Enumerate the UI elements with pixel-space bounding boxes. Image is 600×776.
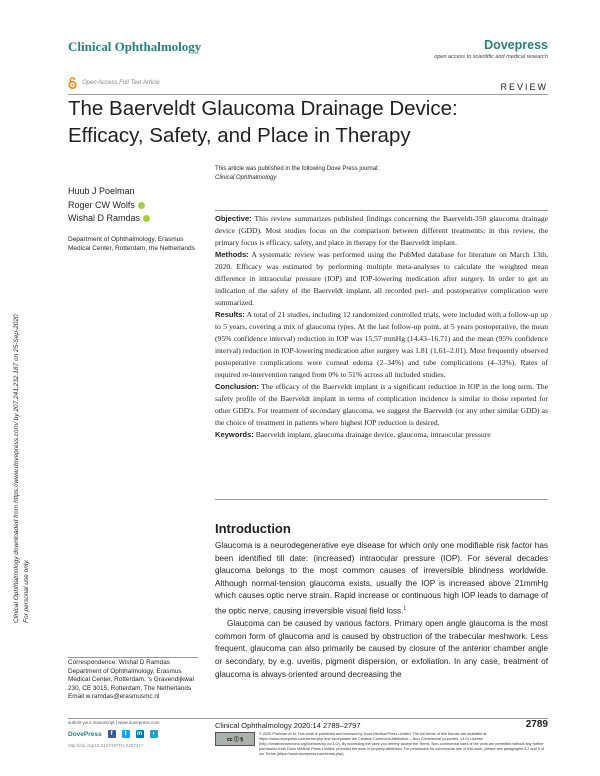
open-access-text: Open Access Full Text Article <box>82 80 160 86</box>
author-name: Wishal D Ramdas <box>68 213 141 223</box>
author <box>68 199 150 213</box>
reference-link[interactable]: 1 <box>403 605 407 612</box>
introduction-body <box>215 540 548 681</box>
article-title <box>68 95 538 149</box>
license-text: © 2020 Poelman et al. This work is published and licensed by Dove Medical Press Limited. The full terms of this license are available at https://www.dovepress.com/terms.php and incorporate the Creative Commons Attribution – Non Commercial (unported, v3.0) License (http://creativecommons.org/licenses/by-nc/3.0/). By accessing the work you hereby accept the Terms. Non-commercial uses of the work are permitted without any further permission from Dove Medical Press Limited, provided the work is properly attributed. For permission for commercial use of this work, please see paragraphs 4.2 and 5 of our Terms (https://www.dovepress.com/terms.php). <box>259 732 545 756</box>
abstract-keywords: Keywords: Baerveldt implant, glaucoma drainage device, glaucoma, intraocular pressure <box>215 430 491 439</box>
abstract-divider-top <box>215 210 548 211</box>
correspondence <box>68 659 198 702</box>
linkedin-icon[interactable]: in <box>136 731 143 737</box>
watermark-line: For personal use only. <box>23 559 30 623</box>
open-access-label <box>68 77 160 89</box>
abstract-results: Results: A total of 21 studies, including 12 randomized controlled trials, were included with a follow-up up to 5 years, covering a mix of glaucoma types. At the last follow-up point, at 5 years postoperative, the mean (95% confidence interval) reduction in IOP was 15.57 mmHg (14.43–16.71) and the mean (95% confidence interval) reduction in IOP-lowering medication after surgery was 1.81 (1.61–2.01). Most frequently observed postoperative complications were corneal edema (2–34%) and tube complications (4–33%). Rates of required re-intervention ranged from 0% to 51% across all included studies. <box>215 310 548 379</box>
abstract <box>215 213 548 441</box>
author-name: Huub J Poelman <box>68 186 135 196</box>
creative-commons-icon[interactable]: cc ⓘ § <box>215 732 255 746</box>
title-line: Efficacy, Safety, and Place in Therapy <box>68 124 411 147</box>
orcid-icon[interactable] <box>138 202 145 209</box>
page-number: 2789 <box>525 719 548 730</box>
publication-note <box>215 165 379 183</box>
submit-link[interactable]: submit your manuscript | www.dovepress.com <box>68 720 160 725</box>
twitter-icon[interactable]: t <box>122 730 130 738</box>
article-type: REVIEW <box>500 82 548 92</box>
publisher-tagline: open access to scientific and medical research <box>434 54 548 60</box>
social-bar <box>68 730 158 738</box>
publication-note-journal: Clinical Ophthalmology <box>215 175 277 181</box>
footer-divider <box>68 718 548 719</box>
author-list <box>68 185 150 226</box>
doi-link[interactable]: http://doi.org/10.2147/OPTH.S257417 <box>68 743 144 748</box>
author <box>68 185 150 199</box>
dovepress-brand[interactable]: DovePress <box>68 730 102 738</box>
paragraph: Glaucoma can be caused by various factors. Primary open angle glaucoma is the most common form of glaucoma and is caused by obstruction of the trabecular meshwork. Less frequent, glaucoma can also primarily be caused by closure of the anterior chamber angle or secondary, by e.g. uveitis, pigment dispersion, or exfoliation. In any case, treatment of glaucoma is always oriented around decreasing the <box>215 619 548 679</box>
correspondence-label: Correspondence: Wishal D Ramdas <box>68 659 170 666</box>
title-line: The Baerveldt Glaucoma Drainage Device: <box>68 97 458 120</box>
footer-citation: Clinical Ophthalmology 2020:14 2789–2797 <box>215 721 361 730</box>
section-heading: Introduction <box>215 521 291 536</box>
abstract-divider-bottom <box>215 499 548 500</box>
correspondence-address: Department of Ophthalmology, Erasmus Medical Center, Rotterdam, 's Gravendijkwal 230, CE 3015, Rotterdam, The Netherlands <box>68 667 194 692</box>
download-watermark <box>6 158 36 628</box>
correspondence-divider <box>68 657 198 658</box>
publication-note-text: This article was published in the following Dove Press journal: <box>215 166 380 172</box>
rss-icon[interactable]: ◗ <box>150 730 158 738</box>
affiliation: Department of Ophthalmology, Erasmus Medical Center, Rotterdam, the Netherlands <box>68 236 195 252</box>
watermark-line: Clinical Ophthalmology downloaded from https://www.dovepress.com/ by 207.241.232.187 on 25-Sep-2020 <box>13 314 20 623</box>
author <box>68 212 150 226</box>
orcid-icon[interactable] <box>143 215 150 222</box>
license-block <box>215 732 548 757</box>
publisher-logo: Dovepress <box>484 38 548 52</box>
journal-name: Clinical Ophthalmology <box>68 39 202 54</box>
facebook-icon[interactable]: f <box>108 730 116 738</box>
abstract-methods: Methods: A systematic review was performed using the PubMed database for literature on March 13th, 2020. Efficacy was estimated by performing multiple meta-analyses to calculate the weighted mean difference in intraocular pressure (IOP) and IOP-lowering medication after surgery. In order to get an indication of the safety of the Baerveldt implant, all recorded peri- and postoperative complication were summarized. <box>215 250 549 307</box>
open-access-icon <box>68 77 77 89</box>
author-name: Roger CW Wolfs <box>68 199 135 210</box>
paragraph: Glaucoma is a neurodegenerative eye disease for which only one modifiable risk factor has been identified till date: (increased) intraocular pressure (IOP). For several decades glaucoma belongs to the most common causes of irreversible blindness worldwide. Although normal-tension glaucoma exists, usually the IOP is increased above 21mmHg which causes optic nerve strain. Rapid increase or continuous high IOP leads to damage of the optic nerve, causing irreversible visual field loss.$^1$ <box>215 541 548 616</box>
correspondence-email[interactable]: Email w.ramdas@erasmusmc.nl <box>68 693 160 701</box>
abstract-objective: Objective: This review summarizes published findings concerning the Baerveldt-350 glaucoma drainage device (GDD). Most studies focus on the comparison between different treatments; in this review, the primary focus is efficacy, safety, and place in therapy for the Baerveldt implant. <box>215 214 548 247</box>
abstract-conclusion: Conclusion: The efficacy of the Baerveldt implant is a significant reduction in IOP in the long term. The safety profile of the Baerveldt implant in terms of complication incidence is similar to those reported for other GDD's. For treatment of secondary glaucoma, we suggest the Baerveldt (or any other similar GDD) as the choice of treatment in patients where highest IOP reduction is desired. <box>215 382 548 427</box>
